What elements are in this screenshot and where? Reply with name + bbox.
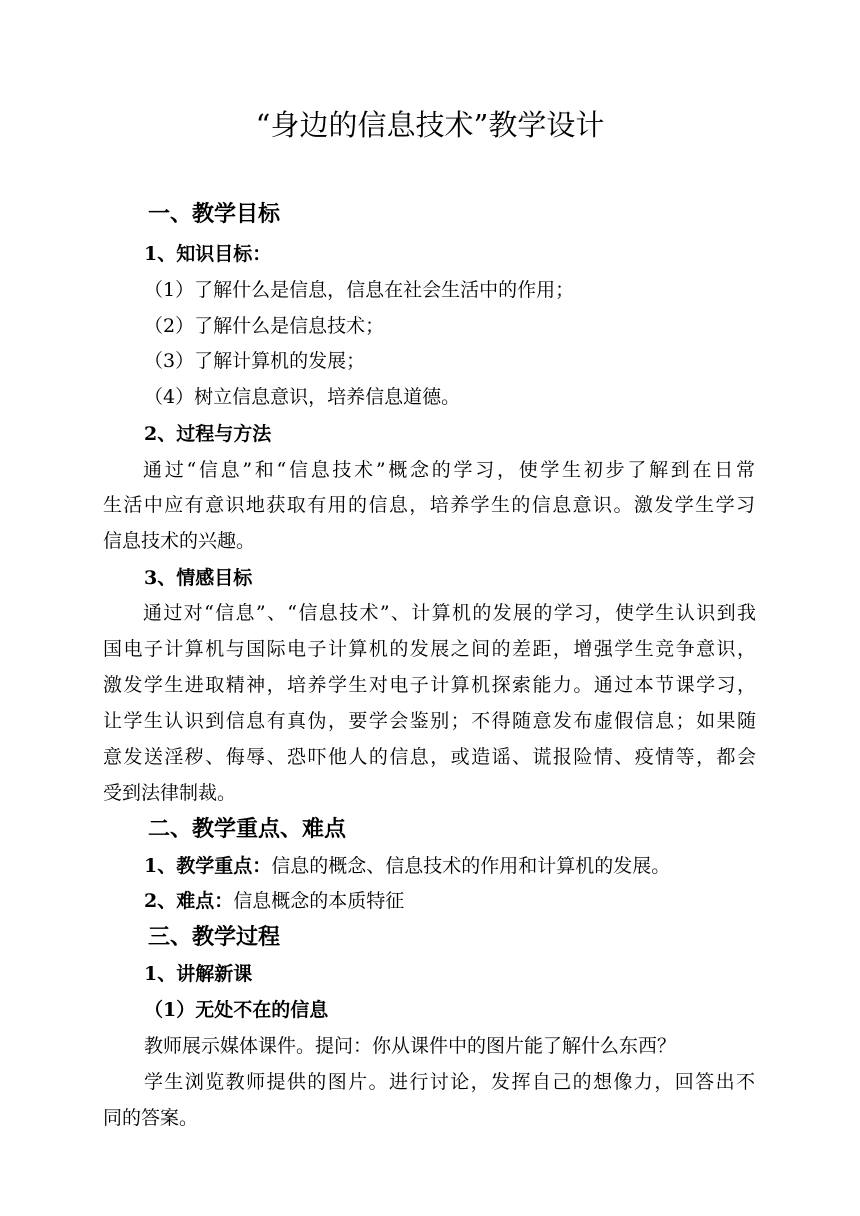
list-item: （2）了解什么是信息技术； [144, 315, 385, 337]
paragraph-line: 国电子计算机与国际电子计算机的发展之间的差距，增强学生竞争意识， [103, 638, 756, 660]
document-title: “身边的信息技术”教学设计 [255, 108, 605, 142]
subheading-knowledge-goals: 1、知识目标： [144, 243, 272, 265]
subheading-ubiquitous-info: （1）无处不在的信息 [144, 999, 329, 1021]
paragraph-line: 激发学生进取精神，培养学生对电子计算机探索能力。通过本节课学习， [103, 674, 756, 696]
key-point-label: 1、教学重点： [144, 855, 272, 877]
subheading-emotional-goals: 3、情感目标 [144, 567, 253, 589]
subheading-new-lesson: 1、讲解新课 [144, 963, 253, 985]
section-heading-key-points: 二、教学重点、难点 [148, 816, 347, 842]
paragraph-line: 通过对“信息”、“信息技术”、计算机的发展的学习，使学生认识到我 [143, 602, 756, 624]
subheading-process-methods: 2、过程与方法 [144, 423, 272, 445]
paragraph-line: 信息技术的兴趣。 [103, 530, 256, 552]
difficulty-label: 2、难点： [144, 890, 234, 912]
list-item: （1）了解什么是信息，信息在社会生活中的作用； [144, 279, 575, 301]
paragraph-line: 意发送淫秽、侮辱、恐吓他人的信息，或造谣、谎报险情、疫情等，都会 [103, 746, 756, 768]
difficulty-text: 信息概念的本质特征 [233, 890, 405, 912]
key-point-line [144, 852, 800, 880]
section-heading-objectives: 一、教学目标 [148, 201, 281, 227]
list-item: （4）树立信息意识，培养信息道德。 [144, 386, 461, 408]
paragraph-line: 生活中应有意识地获取有用的信息，培养学生的信息意识。激发学生学习 [103, 494, 755, 516]
difficulty-line [144, 887, 800, 915]
paragraph-line: 同的答案。 [103, 1107, 199, 1129]
paragraph-line: 通过“信息”和“信息技术”概念的学习，使学生初步了解到在日常 [143, 459, 755, 481]
paragraph-line: 学生浏览教师提供的图片。进行讨论，发挥自己的想像力，回答出不 [144, 1071, 755, 1093]
paragraph-line: 让学生认识到信息有真伪，要学会鉴别；不得随意发布虚假信息；如果随 [103, 710, 756, 732]
section-heading-process: 三、教学过程 [148, 924, 281, 950]
paragraph-line: 教师展示媒体课件。提问：你从课件中的图片能了解什么东西？ [144, 1035, 677, 1057]
list-item: （3）了解计算机的发展； [144, 350, 366, 372]
key-point-text: 信息的概念、信息技术的作用和计算机的发展。 [271, 855, 671, 877]
paragraph-line: 受到法律制裁。 [103, 782, 237, 804]
